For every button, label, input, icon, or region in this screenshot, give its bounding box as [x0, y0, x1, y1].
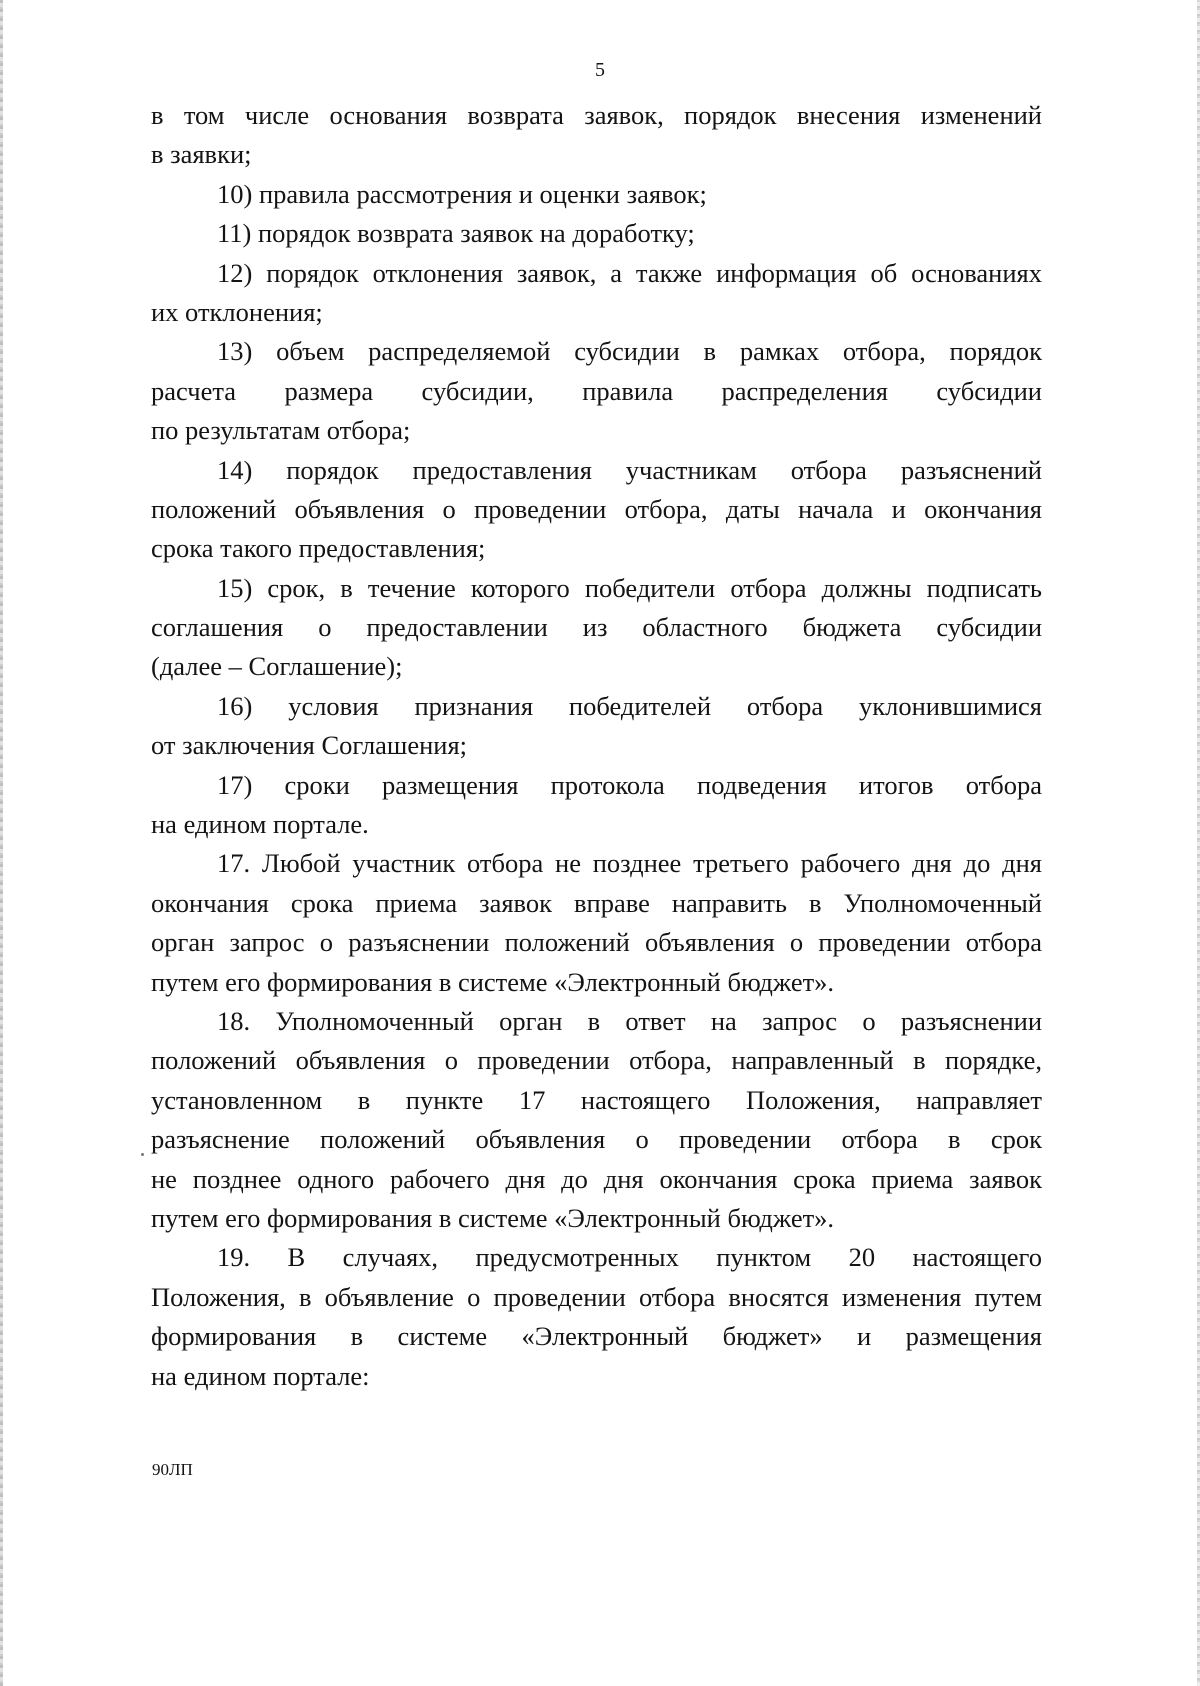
- text-line: 19. В случаях, предусмотренных пунктом 20 настоящего: [217, 1242, 1042, 1273]
- text-line: 14) порядок предоставления участникам отбора разъяснений: [217, 454, 1042, 485]
- text-line: их отклонения;: [151, 296, 323, 327]
- text-line: 17. Любой участник отбора не позднее третьего рабочего дня до дня: [217, 848, 1042, 879]
- text-line: положений объявления о проведении отбора, даты начала и окончания: [151, 493, 1042, 524]
- text-line: 11) порядок возврата заявок на доработку;: [217, 218, 695, 249]
- document-body: [151, 96, 1042, 1396]
- text-line: путем его формирования в системе «Электронный бюджет».: [151, 966, 835, 997]
- text-line: 12) порядок отклонения заявок, а также информация об основаниях: [217, 257, 1042, 288]
- text-line: (далее – Соглашение);: [151, 651, 403, 682]
- text-line: путем его формирования в системе «Электронный бюджет».: [151, 1202, 835, 1233]
- text-line: не позднее одного рабочего дня до дня окончания срока приема заявок: [151, 1163, 1042, 1194]
- text-line: 16) условия признания победителей отбора уклонившимися: [217, 690, 1042, 721]
- text-line: по результатам отбора;: [151, 415, 411, 446]
- scan-edge-left: [0, 0, 3, 1686]
- text-line: 13) объем распределяемой субсидии в рамках отбора, порядок: [217, 336, 1042, 367]
- footer-code: 90ЛП: [152, 1460, 193, 1479]
- text-line: 15) срок, в течение которого победители отбора должны подписать: [217, 572, 1042, 603]
- text-line: на едином портале:: [151, 1360, 370, 1391]
- text-line: на едином портале.: [151, 809, 369, 840]
- text-line: окончания срока приема заявок вправе направить в Уполномоченный: [151, 887, 1042, 918]
- text-line: 17) сроки размещения протокола подведения итогов отбора: [217, 769, 1042, 800]
- text-line: установленном в пункте 17 настоящего Положения, направляет: [151, 1084, 1042, 1115]
- text-line: 10) правила рассмотрения и оценки заявок;: [217, 178, 707, 209]
- text-line: Положения, в объявление о проведении отбора вносятся изменения путем: [151, 1281, 1042, 1312]
- text-line: орган запрос о разъяснении положений объявления о проведении отбора: [151, 927, 1042, 958]
- scan-speck: [141, 1153, 144, 1156]
- text-line: разъяснение положений объявления о проведении отбора в срок: [151, 1124, 1042, 1155]
- text-line: расчета размера субсидии, правила распределения субсидии: [151, 375, 1042, 406]
- text-line: положений объявления о проведении отбора, направленный в порядке,: [151, 1045, 1042, 1076]
- page-number: 5: [595, 59, 605, 81]
- text-line: от заключения Соглашения;: [151, 730, 468, 761]
- text-line: формирования в системе «Электронный бюджет» и размещения: [151, 1321, 1042, 1352]
- text-line: срока такого предоставления;: [151, 533, 486, 564]
- text-line: 18. Уполномоченный орган в ответ на запрос о разъяснении: [217, 1005, 1042, 1036]
- text-line: в заявки;: [151, 139, 252, 170]
- text-line: в том числе основания возврата заявок, порядок внесения изменений: [151, 100, 1042, 130]
- text-line: соглашения о предоставлении из областного бюджета субсидии: [151, 612, 1042, 643]
